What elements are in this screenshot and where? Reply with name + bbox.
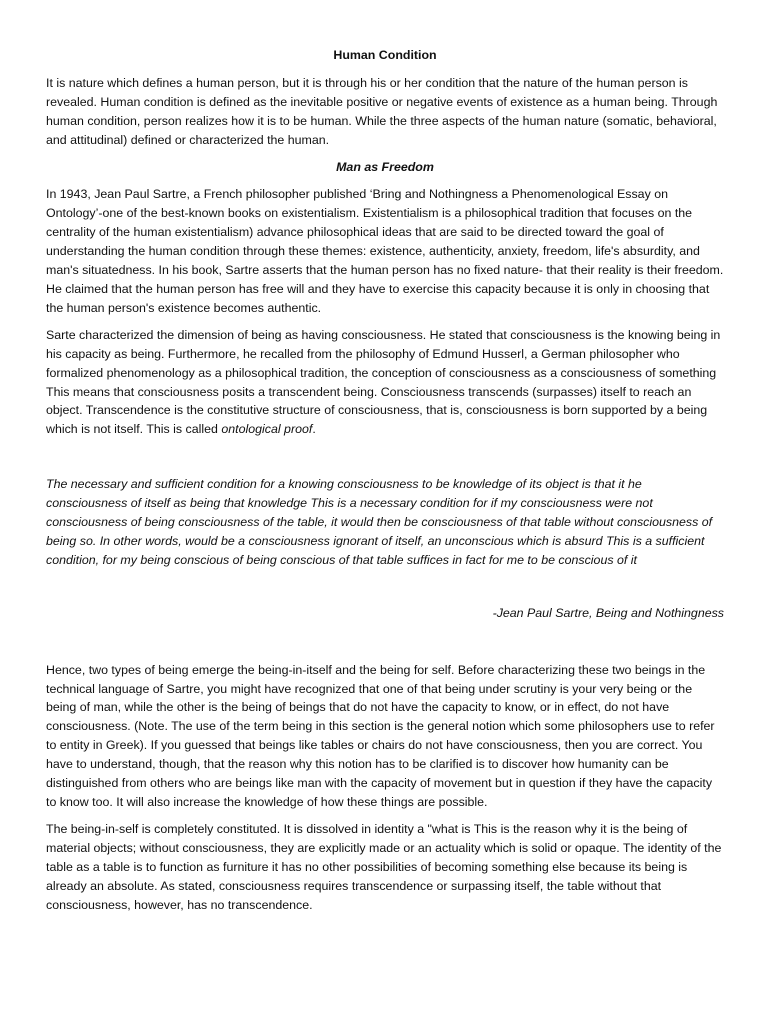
paragraph-4: The being-in-self is completely constituted. It is dissolved in identity a "what is This is the reason why it is the being of material objects; without consciousness, they are explicitly made or an actuality which is solid or opaque. The identity of the table as a table is to function as furniture it has no other possibilities of becoming something else because its being is already an absolute. As stated, consciousness requires transcendence or surpassing itself, the table without that consciousness, however, has no transcendence.	[46, 821, 722, 912]
paragraph-2-text: Sarte characterized the dimension of being as having consciousness. He stated that consciousness is the knowing being in his capacity as being. Furthermore, he recalled from the philosophy of Edmund Husserl, a German philosopher who formalized phenomenology as a philosophical tradition, the conception of consciousness as a consciousness of something This means that consciousness posits a transcendent being. Consciousness transcends (surpasses) itself to reach an object. Transcendence is the constitutive structure of consciousness, that is, consciousness is born supported by a being which is not itself. This is called	[46, 327, 721, 437]
document-page	[46, 46, 724, 922]
paragraph-2-italic: ontological proof	[221, 422, 313, 437]
paragraph-2-end: .	[312, 422, 316, 437]
intro-paragraph: It is nature which defines a human person, but it is through his or her condition that the nature of the human person is revealed. Human condition is defined as the inevitable positive or negative events of existence as a human being. Through human condition, person realizes how it is to be human. While the three aspects of the human nature (somatic, behavioral, and attitudinal) defined or characterized the human.	[46, 75, 718, 147]
block-quote: The necessary and sufficient condition for a knowing consciousness to be knowledge of its object is that it he consciousness of itself as being that knowledge This is a necessary condition for if my consciousness were not consciousness of being consciousness of the table, it would then be consciousness of that table without consciousness of being so. In other words, would be a consciousness ignorant of itself, an unconscious which is absurd This is a sufficient condition, for my being conscious of being conscious of that table suffices in fact for me to be conscious of it	[46, 477, 713, 567]
quote-attribution: -Jean Paul Sartre, Being and Nothingness	[492, 605, 724, 620]
paragraph-2	[46, 326, 724, 439]
paragraph-1: In 1943, Jean Paul Sartre, a French philosopher published ‘Bring and Nothingness a Phenomenological Essay on Ontology’-one of the best-known books on existentialism. Existentialism is a philosophical tradition that focuses on the centrality of the human existentialism) advance philosophical ideas that are said to be directed toward the goal of understanding the human condition through these themes: existence, authenticity, anxiety, freedom, life's absurdity, and man's situatedness. In his book, Sartre asserts that the human person has no fixed nature- that their reality is their freedom. He claimed that the human person has free will and they have to exercise this capacity because it is only in choosing that the human person's existence becomes authentic.	[46, 187, 724, 315]
paragraph-3: Hence, two types of being emerge the being-in-itself and the being for self. Before characterizing these two beings in the technical language of Sartre, you might have recognized that one of that being under scrutiny is your very being or the being of man, while the other is the being of beings that do not have the capacity to know, or in effect, do not have consciousness. (Note. The use of the term being in this section is the general notion which some philosophers use to refer to entity in Greek). If you guessed that beings like tables or chairs do not have consciousness, then you are correct. You have to understand, though, that the reason why this notion has to be clarified is to discover how humanity can be distinguished from others who are beings like man with the capacity of movement but in question if they have the capacity to know too. It will also increase the knowledge of how these things are possible.	[46, 662, 715, 809]
section-heading: Man as Freedom	[336, 159, 434, 174]
document-title: Human Condition	[333, 48, 437, 62]
